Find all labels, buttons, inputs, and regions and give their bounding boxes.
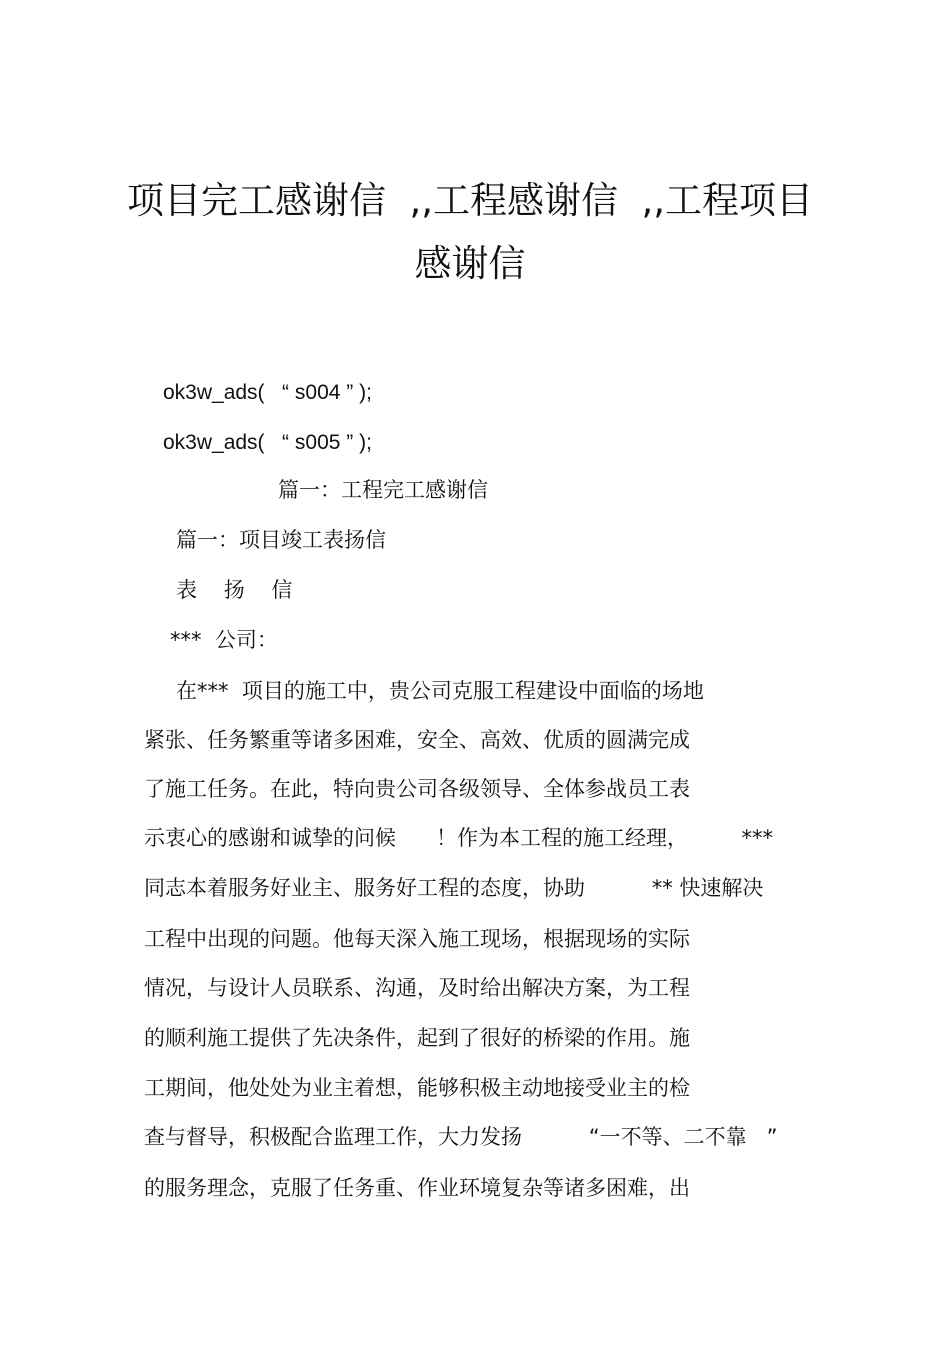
body-line: 在*** 项目的施工中，贵公司克服工程建设中面临的场地 <box>176 679 704 703</box>
code-line-1: ok3w_ads( “ s004 ” ); <box>163 381 372 404</box>
code-line-2: ok3w_ads( “ s005 ” ); <box>163 431 372 454</box>
body-line: 工程中出现的问题。他每天深入施工现场，根据现场的实际 <box>144 927 690 951</box>
body-line: 情况，与设计人员联系、沟通，及时给出解决方案，为工程 <box>144 976 690 1000</box>
salutation: *** 公司： <box>170 628 278 652</box>
document-title-line-2: 感谢信 <box>414 242 526 285</box>
body-line: 查与督导，积极配合监理工作，大力发扬 “一不等、二不靠 ” <box>144 1125 778 1149</box>
body-line: 的顺利施工提供了先决条件，起到了很好的桥梁的作用。施 <box>144 1026 690 1050</box>
document-title-line-1: 项目完工感谢信 ,,工程感谢信 ,,工程项目 <box>126 179 814 222</box>
body-line: 紧张、任务繁重等诸多困难，安全、高效、优质的圆满完成 <box>144 728 690 752</box>
body-line: 的服务理念，克服了任务重、作业环境复杂等诸多困难，出 <box>144 1176 690 1200</box>
letter-title: 表 扬 信 <box>176 578 293 602</box>
body-line: 示衷心的感谢和诚挚的问候 ！作为本工程的施工经理， *** <box>144 826 773 850</box>
body-line: 同志本着服务好业主、服务好工程的态度，协助 ** 快速解决 <box>144 876 764 900</box>
section-heading: 篇一：工程完工感谢信 <box>278 478 488 502</box>
body-line: 工期间，他处处为业主着想，能够积极主动地接受业主的检 <box>144 1076 690 1100</box>
body-line: 了施工任务。在此，特向贵公司各级领导、全体参战员工表 <box>144 777 690 801</box>
sub-heading: 篇一：项目竣工表扬信 <box>176 528 386 552</box>
